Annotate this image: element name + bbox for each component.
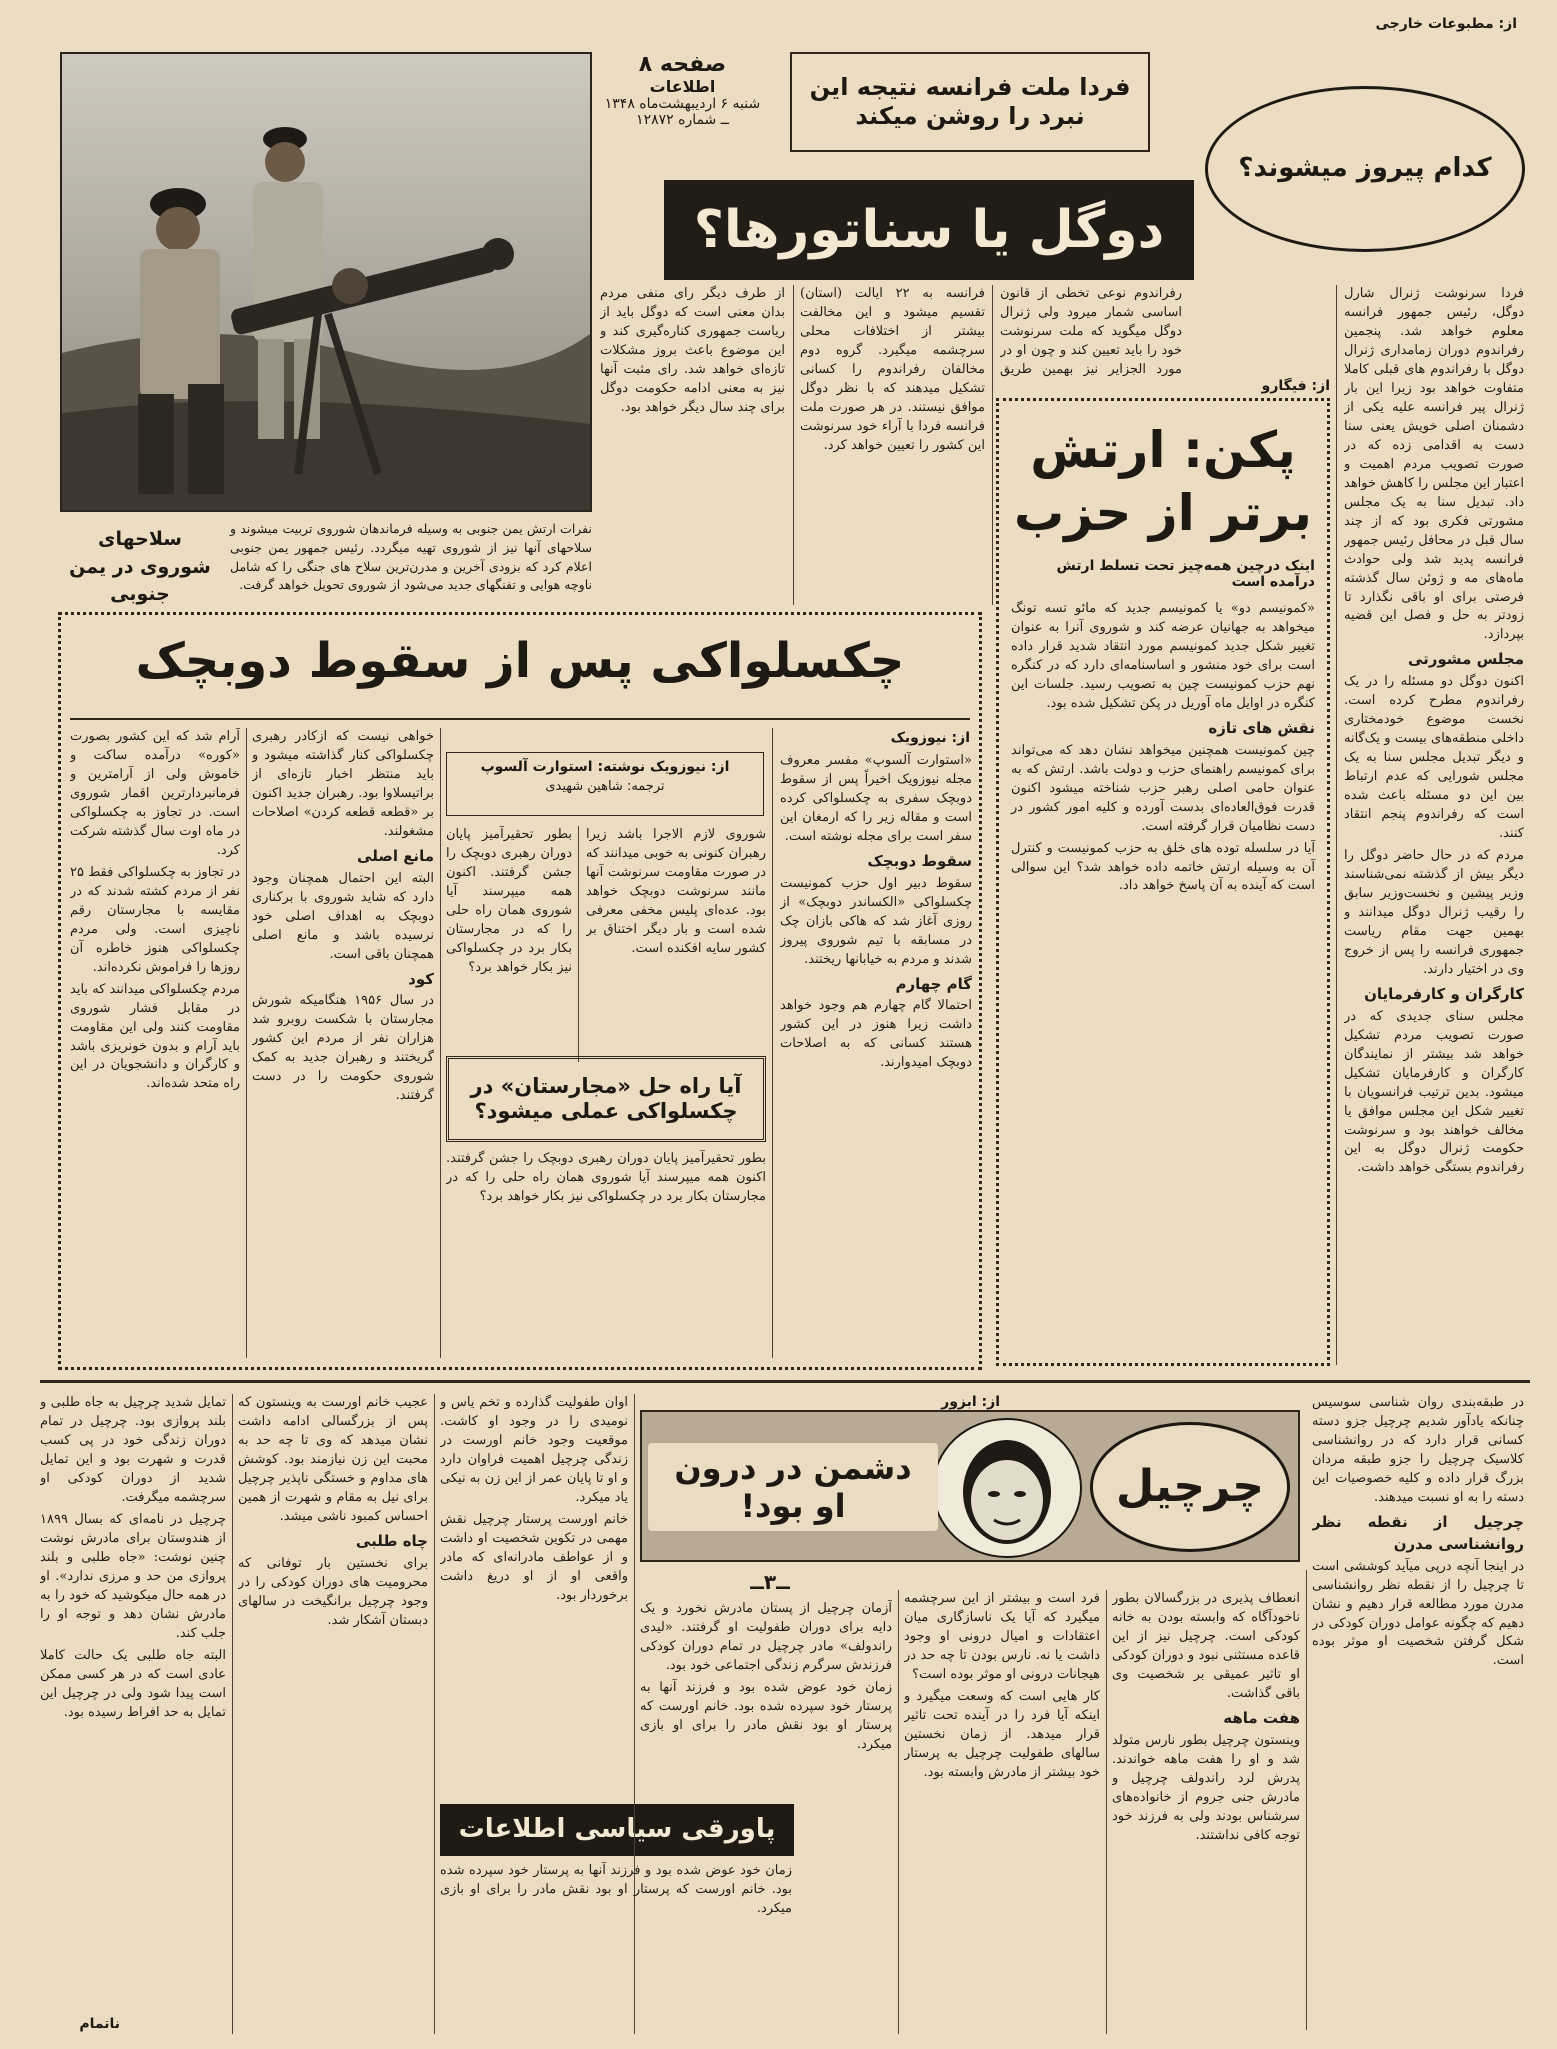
churchill-col-3-text: فرد است و بیشتر از این سرچشمه میگیرد که آیا یک ناسازگاری میان اعتقادات و امیال درونی او وجود داشت یا نه. نارس بودن تا چه حد در هیجانات درونی او موثر بوده است؟ xyxy=(904,1591,1100,1682)
peking-body xyxy=(1011,600,1315,896)
czech-col-1-text: «استوارت آلسوپ» مفسر معروف مجله نیوزویک اخیراً پس از سقوط دوبچک سفری به چکسلواکی کرده است و مقاله زیر را که ارمغان این سفر است برای مجله نوشته است. xyxy=(780,753,972,844)
churchill-col-7c-text: البته جاه طلبی یک حالت کاملا عادی است که در هر کسی ممکن است پیدا شود ولی در چرچیل این تمایل به حد افراط رسیده بود. xyxy=(40,1647,226,1720)
photo-caption-text: نفرات ارتش یمن جنوبی به وسیله فرماندهان شوروی تربیت میشوند و سلاحهای آنها نیز از شوروی تهیه میگردد. رئیس جمهور یمن جنوبی اعلام کرد که بزودی آخرین و مدرن‌ترین سلاح های جنگی را که شامل ناوچه هوایی و تفنگهای جدید می‌شود از شوروی تحویل خواهد گرفت. xyxy=(230,521,592,593)
czech-col-2b-text: بطور تحقیرآمیز پایان دوران رهبری دوبچک را جشن گرفتند. اکنون همه میپرسند آیا شوروی همان راه حلی را که در مجارستان بکار برد در چکسلواکی نیز بکار خواهد برد؟ xyxy=(446,827,572,975)
peking-text-3: آیا در سلسله توده های خلق به حزب کمونیست و کنترل آن به وسیله ارتش خاتمه داده خواهد شد؟ این سوالی است که آینده به آن پاسخ خواهد داد. xyxy=(1011,840,1315,894)
france-col-4-text: از طرف دیگر رای منفی مردم بدان معنی است که دوگل باید از ریاست جمهوری کناره‌گیری کند و این موضوع باعث بروز مشکلات تازه‌ای خواهد شد. رای مثبت آنها نیز به معنی ادامه حکومت دوگل برای چند سال دیگر خواهد بود. xyxy=(600,286,785,415)
photo-caption-title: سلاحهای شوروی در یمن جنوبی xyxy=(69,528,211,606)
czech-col-1 xyxy=(780,752,972,1358)
czech-byline: از: نیوزویک نوشته: استوارت آلسوپ xyxy=(480,759,730,775)
france-headline: دوگل یا سناتورها؟ xyxy=(693,199,1165,260)
czech-col-4-text: آرام شد که این کشور بصورت «کوره» درآمده ساکت و خاموش ولی از آرامترین و فرمانبردارترین اقمار شوروی است. در تجاوز به چکسلواکی در ماه اوت سال گذشته شرکت کرد. xyxy=(70,729,240,858)
france-col-1 xyxy=(1344,285,1524,1365)
peking-headline: پکن: ارتش برتر از حزب xyxy=(1014,421,1312,542)
france-col-3-text: فرانسه به ۲۲ ایالت (استان) تقسیم میشود و این مخالفت بیشتر از اختلافات محلی سرچشمه میگیرد. گروه دوم مخالفان رفراندوم را کسانی تشکیل میدهند که با نظر دوگل موافق نیستند. در هر صورت ملت فرانسه فردا با آراء خود سرنوشت این کشور را تعیین خواهد کرد. xyxy=(800,286,985,453)
czech-question-box xyxy=(446,1056,766,1142)
peking-box xyxy=(996,398,1330,1366)
czech-col-2 xyxy=(586,826,766,1062)
churchill-col-5-text: اوان طفولیت گذارده و تخم یاس و نومیدی را در وجود او کاشت. موقعیت وجود خانم اورست در زندگی چرچیل اهمیت فراوان دارد و او تا پایان عمر از این زن به نیکی یاد میکرد. xyxy=(440,1395,628,1505)
churchill-banner xyxy=(640,1410,1300,1562)
churchill-col-4-text: آزمان چرچیل از پستان مادرش نخورد و یک دایه برای دوران طفولیت او گرفتند. «لیدی راندولف» مادر چرچیل در تمام دوران کودکی فرزندش سرگرم زندگی اجتماعی خود بود. xyxy=(640,1601,892,1673)
france-col-1c-text: مردم که در حال حاضر دوگل را دیگر بیش از گذشته نمی‌شناسند وزیر پیشین و نخست‌وزیر سابق را رقیب ژنرال دوگل میدانند و بهمین جهت مقام ریاست جمهوری فرانسه را پس از خروج وی در اختیار دارند. xyxy=(1344,848,1524,977)
peking-source: از: فیگارو xyxy=(1261,378,1330,394)
churchill-portrait-icon xyxy=(934,1420,1080,1556)
france-col-1b-text: اکنون دوگل دو مسئله را در یک رفراندوم مطرح کرده است. نخست موضوع خودمختاری داخلی منطقه‌های بیست و یک‌گانه و دیگر تبدیل مجلس سنا به یک مجلس شورایی که عدم ارتباط بین این دو مسئله باعث شده است که رفراندوم پنجم انتقاد کنند. xyxy=(1344,674,1524,842)
france-col-1d-text: مجلس سنای جدیدی که در صورت تصویب مردم تشکیل خواهد شد بیشتر از نمایندگان کارگران و کارفرمایان تشکیل میشود. بدین ترتیب فرانسویان با تغییر شکل این مجلس موافق یا مخالف خواهند بود و سرنوشت حکومت ژنرال دوگل به این رفراندوم بستگی خواهد داشت. xyxy=(1344,1008,1524,1176)
churchill-col-4b-text: زمان خود عوض شده بود و فرزند آنها به پرستار خود سپرده شده بود. خانم اورست که پرستار او بود نقش مادر را برای او بازی میکرد. xyxy=(640,1679,892,1752)
czech-col-3b-text: البته این احتمال همچنان وجود دارد که شاید شوروی با برکناری دوبچک به اهداف اصلی خود نرسیده باشد و مانع اصلی همچنان باقی است. xyxy=(252,870,434,962)
churchill-col-6-text: عجیب خانم اورست به وینستون که پس از بزرگسالی ادامه داشت نشان میدهد که وی تا چه حد به محبت این زن نیازمند بود. کوشش های مداوم و خستگی ناپذیر چرچیل برای نیل به مقام و شهرت از همین احساس کمبود ناشی میشد. xyxy=(238,1395,428,1524)
czech-headline: چکسلواکی پس از سقوط دوبچک xyxy=(135,633,905,689)
kicker-text: فردا ملت فرانسه نتیجه این نبرد را روشن میکند xyxy=(809,73,1131,130)
churchill-col-6b-text: برای نخستین بار توفانی که محرومیت های دوران کودکی را در وجود چرچیل برانگیخت در سالهای دبستان آشکار شد. xyxy=(238,1555,428,1628)
churchill-part: ــ۳ــ xyxy=(750,1570,790,1594)
czech-col-2-text: شوروی لازم الاجرا باشد زیرا رهبران کنونی به خوبی میدانند که در صورت مقاومت سرنوشت آنها مانند سرنوشت دوبچک خواهد بود. عده‌ای پلیس مخفی معرفی شده است و بار دیگر اختناق بر کشور سایه افکنده است. xyxy=(586,827,766,956)
end-marker: ناتمام xyxy=(79,2016,120,2032)
photo-caption xyxy=(60,518,592,606)
czech-subhead-a: سقوط دوبچک xyxy=(867,851,972,870)
oval-text: کدام پیروز میشوند؟ xyxy=(1238,153,1492,184)
france-col-3 xyxy=(800,285,985,605)
peking-text-2: چین کمونیست همچنین میخواهد نشان دهد که می‌تواند برای کمونیسم راهنمای حزب و دولت باشد. ارتش که به عنوان حامی اصلی رهبر حزب شناخته میشود اکنون قدرت فوق‌العاده‌ای بدست آورده و کلیه امور کشور در دست نظامیان قرار گرفته است. xyxy=(1011,742,1315,834)
issue-date: شنبه ۶ اردیبهشت‌ماه ۱۳۴۸ xyxy=(604,96,761,112)
czech-byline-box xyxy=(446,752,764,816)
czech-translator: ترجمه: شاهین شهیدی xyxy=(545,779,665,794)
czech-col-3c-text: در سال ۱۹۵۶ هنگامیکه شورش مجارستان با شکست روبرو شد هزاران نفر از مردم این کشور گریختند و رهبران جدید به کمک شوروی حکومت را در دست گرفتند. xyxy=(252,993,434,1104)
czech-col-3 xyxy=(252,728,434,1358)
france-headline-box xyxy=(664,180,1194,280)
churchill-headline-wrap xyxy=(648,1422,938,1552)
czech-col-2c-text: بطور تحقیرآمیز پایان دوران رهبری دوبچک را جشن گرفتند. اکنون همه میپرسند آیا شوروی همان راه حلی را که در مجارستان بکار برد در چکسلواکی نیز بکار خواهد برد؟ xyxy=(446,1151,766,1204)
france-col-1-text: فردا سرنوشت ژنرال شارل دوگل، رئیس جمهور فرانسه معلوم خواهد شد. پنجمین رفراندوم دوران زمامداری ژنرال دوگل با رفراندوم های قبلی کاملا متفاوت خواهد بود زیرا این بار ژنرال پیر فرانسه علیه یکی از دشمنان اصلی خویش یعنی سنا دست به اقدامی زده که در صورت تصویب مردم اهمیت و اعتبار این مجلس را کاهش خواهد داد. تبدیل سنا به یک مجلس مشورتی فکری بود که از چند سال قبل در محافل رئیس جمهور فرانسه پدید شد ولی حوادث ماه‌های مه و ژوئن سال گذشته فرصتی برای او باقی نگذارد تا زودتر به حل و فصل این قضیه بپردازد. xyxy=(1344,286,1524,643)
paper-name: اطلاعات xyxy=(649,77,716,96)
churchill-subhead-2: هفت ماهه xyxy=(1223,1708,1300,1727)
france-subhead-2: کارگران و کارفرمایان xyxy=(1364,984,1524,1003)
czech-subhead-b: گام چهارم xyxy=(895,974,972,993)
churchill-col-2 xyxy=(1112,1590,1300,2034)
churchill-col-2b-text: وینستون چرچیل بطور نارس متولد شد و او را هفت ماهه خواندند. پدرش لرد راندولف چرچیل و مادرش جنی جروم از خانواده‌های سرشناس بودند ولی به فرزند خود توجه کافی نداشتند. xyxy=(1112,1732,1300,1843)
serial-title: پاورقی سیاسی اطلاعات xyxy=(458,1814,776,1845)
czech-col-4b-text: در تجاوز به چکسلواکی فقط ۲۵ نفر از مردم کشته شدند که در مقایسه با مجارستان رقم ناچیزی است. ولی مردم چکسلواکی هنوز خاطره آن روزها را فراموش نکرده‌اند. xyxy=(70,864,240,975)
czech-col-4 xyxy=(70,728,240,1358)
churchill-name-oval xyxy=(1090,1422,1290,1552)
churchill-col-1b-text: در اینجا آنچه درپی میآید کوششی است تا چرچیل را از نقطه نظر روانشناسی مدرن مورد مطالعه قرار دهیم و نشان دهیم که چگونه عوامل دوران کودکی در شکل گرفتن شخصیت او موثر بوده است. xyxy=(1312,1558,1524,1669)
france-col-4 xyxy=(600,285,785,605)
czech-col-2-left xyxy=(446,826,572,1062)
czech-col-4c-text: مردم چکسلواکی میدانند که باید در مقابل فشار شوروی مقاومت کنند ولی این مقاومت باید آرام و بدون خونریزی باشد و کارگران و دانشجویان در این راه متحد شده‌اند. xyxy=(70,981,240,1092)
kicker-box xyxy=(790,52,1150,152)
france-subhead-1: مجلس مشورتی xyxy=(1407,650,1524,669)
churchill-col-5b-text: خانم اورست پرستار چرچیل نقش مهمی در تکوین شخصیت او داشت و از عواطف مادرانه‌ای که مادر واقعی او از او دریغ داشت برخوردار بود. xyxy=(440,1511,628,1603)
churchill-subhead-1: چرچیل از نقطه نظر روانشناسی مدرن xyxy=(1312,1512,1524,1553)
issue-number: ــ شماره ۱۲۸۷۲ xyxy=(636,112,729,128)
masthead-box xyxy=(600,52,765,162)
peking-subhead: نقش های تازه xyxy=(1208,718,1315,737)
czech-question: آیا راه حل «مجارستان» در چکسلواکی عملی میشود؟ xyxy=(470,1073,742,1123)
churchill-col-2-text: انعطاف پذیری در بزرگسالان بطور ناخودآگاه که وابسته بودن به خانه کودکی است. چرچیل نیز از این قاعده مستثنی نبود و دوران کودکی او تاثیر عمیقی بر شخصیت وی باقی گذاشت. xyxy=(1112,1591,1300,1701)
czech-col-1c-text: احتمالا گام چهارم هم وجود خواهد داشت زیرا هنوز در این کشور هستند کسانی که به اصلاحات دوبچک امیدوارند. xyxy=(780,998,972,1071)
czech-source: از: نیوزویک xyxy=(890,730,970,746)
masthead-source: از: مطبوعات خارجی xyxy=(1375,16,1517,32)
churchill-col-5c-text: زمان خود عوض شده بود و فرزند آنها به پرستار خود سپرده شده بود. خانم اورست که پرستار او بود نقش مادر را برای او بازی میکرد. xyxy=(440,1863,792,1916)
czech-col-3-text: خواهی نیست که ازکادر رهبری چکسلواکی کنار گذاشته میشود و باید منتظر اخبار تازه‌ای از براتیسلاوا بود. رهبران جدید اکنون بر «قطعه قطعه کردن» اصلاحات مشغولند. xyxy=(252,729,434,839)
peking-deck: اینک درچین همه‌چیز تحت تسلط ارتش درآمده است xyxy=(1056,558,1315,590)
churchill-subhead-3: چاه طلبی xyxy=(355,1531,428,1550)
churchill-col-3b-text: کار هایی است که وسعت میگیرد و اینکه آیا فرد را در آینده تحت تاثیر قرار میدهد. از زمان نخستین سالهای طفولیت چرچیل به پرستار خود بیشتر از مادرش وابسته بود. xyxy=(904,1688,1100,1780)
france-col-2 xyxy=(1000,285,1182,380)
oval-box xyxy=(1205,86,1525,252)
churchill-portrait xyxy=(932,1418,1082,1558)
churchill-headline: دشمن در درون او بود! xyxy=(648,1443,938,1532)
churchill-col-3 xyxy=(904,1590,1100,2034)
page-number: صفحه ۸ xyxy=(638,52,727,77)
churchill-source: از: ابزور xyxy=(941,1394,1000,1410)
churchill-col-5 xyxy=(440,1394,628,1798)
churchill-col-7b-text: چرچیل در نامه‌ای که بسال ۱۸۹۹ از هندوستان برای مادرش نوشت چنین نوشت: «جاه طلبی و بلند پروازی من حد و مرزی ندارد». او در همه حال میکوشید که خود را به مادرش نشان دهد و توجه او را جلب کند. xyxy=(40,1511,226,1641)
churchill-name: چرچیل xyxy=(1115,1460,1265,1512)
churchill-col-5-bottom xyxy=(440,1862,792,2034)
news-photo xyxy=(60,52,592,512)
churchill-col-7-text: تمایل شدید چرچیل به جاه طلبی و بلند پروازی بود. چرچیل در تمام دوران زندگی خود در پی کسب قدرت و شهرت بود و این تمایل شدید از دوران کودکی او سرچشمه میگرفت. xyxy=(40,1395,226,1505)
churchill-col-6 xyxy=(238,1394,428,2034)
czech-col-2-bottom xyxy=(446,1150,766,1358)
peking-text-1: «کمونیسم دو» یا کمونیسم جدید که مائو تسه تونگ میخواهد به جهانیان عرضه کند و شوروی آنرا به عنوان تغییر شکل جدید کمونیسم مورد انتقاد شدید قرار داده است برای خود منشور و اساسنامه‌ای دارد که در کنگره نهم حزب کمونیست چین به تصویب رسید. جلسات این کنگره در اوایل ماه آوریل در پکن تشکیل شده بود. xyxy=(1011,601,1315,711)
churchill-col-1-text: در طبقه‌بندی روان شناسی سوسیس چنانکه یادآور شدیم چرچیل جزو دسته کسانی قرار دارد که در روانشناسی کلاسیک چرچیل را جزو طبقه مردان بزرگ قرار داده و کلیه خصوصیات این دسته را به او نسبت میدهند. xyxy=(1312,1395,1524,1505)
churchill-col-1 xyxy=(1312,1394,1524,2034)
czech-subhead-d: کود xyxy=(408,969,434,988)
czech-col-1b-text: سقوط دبیر اول حزب کمونیست چکسلواکی «الکساندر دوبچک» از روزی آغاز شد که هاکی بازان چک در مسابقه با تیم شوروی پیروز شدند و مردم به خیابانها ریختند. xyxy=(780,875,972,967)
czech-subhead-c: مانع اصلی xyxy=(357,846,434,865)
churchill-col-7 xyxy=(40,1394,226,2014)
france-col-2-text: رفراندوم نوعی تخطی از قانون اساسی شمار میرود ولی ژنرال دوگل میگوید که ملت سرنوشت خود را باید تعیین کند و چون او در مورد الجزایر نیز بهمین طریق xyxy=(1000,286,1182,377)
soldiers-photo-illustration xyxy=(60,54,590,512)
